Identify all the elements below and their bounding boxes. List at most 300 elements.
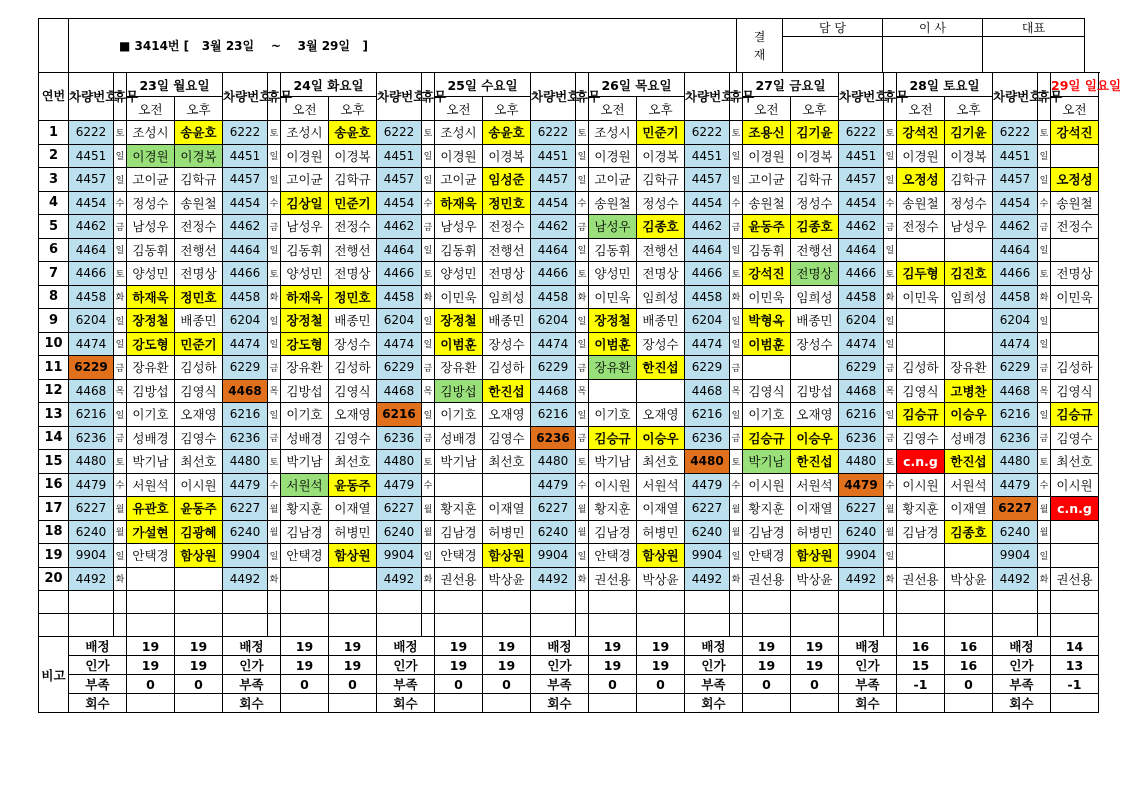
driver-am-cell[interactable]: 장정철: [127, 309, 175, 333]
driver-am-cell[interactable]: 장유환: [589, 356, 637, 380]
car-number-cell[interactable]: 6236: [69, 426, 114, 450]
driver-am-cell[interactable]: 최선호: [1051, 450, 1099, 474]
car-number-cell[interactable]: 4451: [839, 144, 884, 168]
driver-am-cell[interactable]: 박기남: [127, 450, 175, 474]
driver-pm-cell[interactable]: 전명상: [329, 262, 377, 286]
holiday-cell[interactable]: 일: [114, 309, 127, 333]
driver-am-cell[interactable]: 김남경: [435, 520, 483, 544]
driver-am-cell[interactable]: 박기남: [589, 450, 637, 474]
empty-cell[interactable]: [945, 591, 993, 614]
car-number-cell[interactable]: 4468: [223, 379, 268, 403]
driver-am-cell[interactable]: 장정철: [281, 309, 329, 333]
driver-pm-cell[interactable]: 오재영: [791, 403, 839, 427]
holiday-cell[interactable]: 일: [884, 544, 897, 568]
empty-cell[interactable]: [897, 614, 945, 637]
car-number-cell[interactable]: 4451: [685, 144, 730, 168]
driver-am-cell[interactable]: 황지훈: [281, 497, 329, 521]
holiday-cell[interactable]: 금: [422, 426, 435, 450]
driver-pm-cell[interactable]: 김기윤: [945, 121, 993, 145]
holiday-cell[interactable]: 금: [576, 356, 589, 380]
driver-pm-cell[interactable]: 서원석: [637, 473, 685, 497]
holiday-cell[interactable]: 월: [576, 520, 589, 544]
holiday-cell[interactable]: 일: [268, 144, 281, 168]
holiday-cell[interactable]: 일: [114, 332, 127, 356]
holiday-cell[interactable]: 수: [422, 473, 435, 497]
driver-am-cell[interactable]: 장유환: [435, 356, 483, 380]
holiday-cell[interactable]: 금: [884, 215, 897, 239]
holiday-cell[interactable]: 목: [576, 379, 589, 403]
driver-am-cell[interactable]: 박기남: [743, 450, 791, 474]
holiday-cell[interactable]: 일: [576, 544, 589, 568]
car-number-cell[interactable]: 4480: [223, 450, 268, 474]
driver-am-cell[interactable]: 전정수: [897, 215, 945, 239]
driver-pm-cell[interactable]: 전행선: [637, 238, 685, 262]
driver-pm-cell[interactable]: [175, 567, 223, 591]
driver-am-cell[interactable]: [743, 356, 791, 380]
driver-am-cell[interactable]: 김승규: [589, 426, 637, 450]
holiday-cell[interactable]: 토: [1038, 262, 1051, 286]
driver-am-cell[interactable]: 박기남: [281, 450, 329, 474]
car-number-cell[interactable]: 4464: [377, 238, 422, 262]
car-number-cell[interactable]: 4479: [839, 473, 884, 497]
holiday-cell[interactable]: 일: [884, 238, 897, 262]
driver-am-cell[interactable]: [897, 544, 945, 568]
driver-am-cell[interactable]: 이시원: [589, 473, 637, 497]
holiday-cell[interactable]: 일: [422, 403, 435, 427]
car-number-cell[interactable]: 4468: [69, 379, 114, 403]
driver-pm-cell[interactable]: 이경복: [483, 144, 531, 168]
driver-pm-cell[interactable]: 허병민: [637, 520, 685, 544]
driver-pm-cell[interactable]: 오재영: [329, 403, 377, 427]
car-number-cell[interactable]: 6216: [377, 403, 422, 427]
holiday-cell[interactable]: 일: [422, 144, 435, 168]
holiday-cell[interactable]: 일: [114, 144, 127, 168]
driver-pm-cell[interactable]: 김방섭: [791, 379, 839, 403]
driver-pm-cell[interactable]: 오재영: [175, 403, 223, 427]
holiday-cell[interactable]: 일: [576, 238, 589, 262]
holiday-cell[interactable]: 토: [1038, 121, 1051, 145]
holiday-cell[interactable]: 월: [422, 497, 435, 521]
car-number-cell[interactable]: 4466: [839, 262, 884, 286]
holiday-cell[interactable]: 일: [1038, 168, 1051, 192]
car-number-cell[interactable]: 4480: [839, 450, 884, 474]
car-number-cell[interactable]: 4492: [69, 567, 114, 591]
driver-pm-cell[interactable]: 정민호: [175, 285, 223, 309]
driver-pm-cell[interactable]: 장유환: [945, 356, 993, 380]
car-number-cell[interactable]: 6227: [839, 497, 884, 521]
holiday-cell[interactable]: 화: [730, 285, 743, 309]
empty-cell[interactable]: [127, 614, 175, 637]
driver-am-cell[interactable]: 이기호: [743, 403, 791, 427]
driver-pm-cell[interactable]: 한진섭: [791, 450, 839, 474]
holiday-cell[interactable]: 일: [1038, 544, 1051, 568]
empty-cell[interactable]: [637, 614, 685, 637]
driver-am-cell[interactable]: 서원석: [281, 473, 329, 497]
car-number-cell[interactable]: 4468: [531, 379, 576, 403]
driver-pm-cell[interactable]: 이승우: [945, 403, 993, 427]
holiday-cell[interactable]: 수: [576, 473, 589, 497]
car-number-cell[interactable]: 4492: [993, 567, 1038, 591]
driver-am-cell[interactable]: 전명상: [1051, 262, 1099, 286]
car-number-cell[interactable]: 4468: [685, 379, 730, 403]
holiday-cell[interactable]: 일: [1038, 332, 1051, 356]
holiday-cell[interactable]: 목: [1038, 379, 1051, 403]
driver-am-cell[interactable]: 이경원: [743, 144, 791, 168]
car-number-cell[interactable]: 6204: [377, 309, 422, 333]
driver-am-cell[interactable]: 가설현: [127, 520, 175, 544]
driver-am-cell[interactable]: 안택경: [589, 544, 637, 568]
car-number-cell[interactable]: 4462: [839, 215, 884, 239]
driver-pm-cell[interactable]: 김성하: [329, 356, 377, 380]
empty-cell[interactable]: [1038, 614, 1051, 637]
car-number-cell[interactable]: 6229: [69, 356, 114, 380]
driver-pm-cell[interactable]: 함상원: [637, 544, 685, 568]
holiday-cell[interactable]: 화: [114, 567, 127, 591]
driver-pm-cell[interactable]: 이경복: [329, 144, 377, 168]
empty-cell[interactable]: [223, 614, 268, 637]
driver-pm-cell[interactable]: 민준기: [637, 121, 685, 145]
driver-pm-cell[interactable]: 배종민: [483, 309, 531, 333]
driver-pm-cell[interactable]: 함상원: [175, 544, 223, 568]
driver-am-cell[interactable]: c.n.g: [1051, 497, 1099, 521]
driver-am-cell[interactable]: 고이균: [743, 168, 791, 192]
holiday-cell[interactable]: 토: [884, 262, 897, 286]
car-number-cell[interactable]: 4480: [377, 450, 422, 474]
driver-am-cell[interactable]: 이기호: [435, 403, 483, 427]
driver-pm-cell[interactable]: 임희성: [483, 285, 531, 309]
holiday-cell[interactable]: 일: [422, 238, 435, 262]
driver-am-cell[interactable]: 조용신: [743, 121, 791, 145]
driver-am-cell[interactable]: 남성우: [435, 215, 483, 239]
empty-cell[interactable]: [1051, 614, 1099, 637]
driver-pm-cell[interactable]: 김학규: [791, 168, 839, 192]
holiday-cell[interactable]: 토: [730, 262, 743, 286]
holiday-cell[interactable]: 일: [422, 168, 435, 192]
empty-cell[interactable]: [268, 614, 281, 637]
car-number-cell[interactable]: 4458: [685, 285, 730, 309]
driver-pm-cell[interactable]: 김기윤: [791, 121, 839, 145]
driver-pm-cell[interactable]: 남성우: [945, 215, 993, 239]
driver-am-cell[interactable]: 남성우: [281, 215, 329, 239]
driver-am-cell[interactable]: 김영수: [897, 426, 945, 450]
empty-cell[interactable]: [685, 591, 730, 614]
holiday-cell[interactable]: 토: [884, 121, 897, 145]
car-number-cell[interactable]: 4454: [685, 191, 730, 215]
car-number-cell[interactable]: 6204: [685, 309, 730, 333]
driver-pm-cell[interactable]: 배종민: [175, 309, 223, 333]
car-number-cell[interactable]: 4479: [685, 473, 730, 497]
holiday-cell[interactable]: 목: [422, 379, 435, 403]
driver-am-cell[interactable]: 권선용: [589, 567, 637, 591]
driver-pm-cell[interactable]: 전행선: [791, 238, 839, 262]
holiday-cell[interactable]: 일: [1038, 403, 1051, 427]
driver-am-cell[interactable]: 이기호: [589, 403, 637, 427]
car-number-cell[interactable]: 4474: [223, 332, 268, 356]
empty-cell[interactable]: [1038, 591, 1051, 614]
driver-pm-cell[interactable]: [945, 544, 993, 568]
empty-cell[interactable]: [377, 591, 422, 614]
driver-pm-cell[interactable]: 전정수: [175, 215, 223, 239]
holiday-cell[interactable]: 화: [268, 567, 281, 591]
driver-am-cell[interactable]: 장유환: [127, 356, 175, 380]
holiday-cell[interactable]: 금: [268, 356, 281, 380]
driver-am-cell[interactable]: [127, 567, 175, 591]
car-number-cell[interactable]: 4468: [993, 379, 1038, 403]
holiday-cell[interactable]: 일: [730, 309, 743, 333]
driver-pm-cell[interactable]: 송윤호: [483, 121, 531, 145]
driver-am-cell[interactable]: 강석진: [1051, 121, 1099, 145]
driver-pm-cell[interactable]: 윤동주: [175, 497, 223, 521]
car-number-cell[interactable]: 6222: [69, 121, 114, 145]
empty-cell[interactable]: [791, 591, 839, 614]
holiday-cell[interactable]: 토: [730, 121, 743, 145]
car-number-cell[interactable]: 9904: [531, 544, 576, 568]
empty-cell[interactable]: [685, 614, 730, 637]
empty-cell[interactable]: [483, 614, 531, 637]
driver-pm-cell[interactable]: 김학규: [329, 168, 377, 192]
holiday-cell[interactable]: 토: [576, 450, 589, 474]
car-number-cell[interactable]: 4458: [993, 285, 1038, 309]
holiday-cell[interactable]: 일: [1038, 144, 1051, 168]
car-number-cell[interactable]: 4466: [993, 262, 1038, 286]
holiday-cell[interactable]: 금: [730, 215, 743, 239]
driver-am-cell[interactable]: 송원철: [589, 191, 637, 215]
driver-pm-cell[interactable]: 이재열: [945, 497, 993, 521]
holiday-cell[interactable]: 토: [114, 121, 127, 145]
car-number-cell[interactable]: 6216: [685, 403, 730, 427]
holiday-cell[interactable]: 화: [576, 285, 589, 309]
holiday-cell[interactable]: 일: [268, 238, 281, 262]
driver-pm-cell[interactable]: 정성수: [791, 191, 839, 215]
car-number-cell[interactable]: 6236: [531, 426, 576, 450]
driver-am-cell[interactable]: 권선용: [1051, 567, 1099, 591]
holiday-cell[interactable]: 수: [730, 191, 743, 215]
empty-cell[interactable]: [422, 614, 435, 637]
holiday-cell[interactable]: 금: [1038, 426, 1051, 450]
driver-pm-cell[interactable]: 이재열: [791, 497, 839, 521]
driver-am-cell[interactable]: 조성시: [589, 121, 637, 145]
driver-pm-cell[interactable]: 장성수: [329, 332, 377, 356]
driver-pm-cell[interactable]: 정민호: [483, 191, 531, 215]
driver-pm-cell[interactable]: 한진섭: [483, 379, 531, 403]
car-number-cell[interactable]: 6204: [69, 309, 114, 333]
car-number-cell[interactable]: 6227: [223, 497, 268, 521]
driver-am-cell[interactable]: 이시원: [897, 473, 945, 497]
holiday-cell[interactable]: 금: [114, 356, 127, 380]
car-number-cell[interactable]: 4474: [685, 332, 730, 356]
driver-am-cell[interactable]: 이범훈: [589, 332, 637, 356]
driver-pm-cell[interactable]: 최선호: [637, 450, 685, 474]
driver-am-cell[interactable]: [1051, 238, 1099, 262]
driver-pm-cell[interactable]: [637, 379, 685, 403]
driver-pm-cell[interactable]: 임희성: [637, 285, 685, 309]
car-number-cell[interactable]: 4457: [223, 168, 268, 192]
empty-cell[interactable]: [435, 591, 483, 614]
driver-am-cell[interactable]: 성배경: [127, 426, 175, 450]
driver-am-cell[interactable]: [589, 379, 637, 403]
driver-am-cell[interactable]: 김동휘: [127, 238, 175, 262]
holiday-cell[interactable]: 일: [730, 238, 743, 262]
driver-am-cell[interactable]: [1051, 520, 1099, 544]
driver-pm-cell[interactable]: 박상윤: [483, 567, 531, 591]
driver-am-cell[interactable]: [435, 473, 483, 497]
driver-am-cell[interactable]: 양성민: [127, 262, 175, 286]
driver-am-cell[interactable]: [1051, 309, 1099, 333]
empty-cell[interactable]: [377, 614, 422, 637]
holiday-cell[interactable]: 월: [1038, 520, 1051, 544]
driver-am-cell[interactable]: 김영식: [743, 379, 791, 403]
car-number-cell[interactable]: 4458: [69, 285, 114, 309]
holiday-cell[interactable]: 토: [884, 450, 897, 474]
car-number-cell[interactable]: 4464: [223, 238, 268, 262]
holiday-cell[interactable]: 월: [730, 520, 743, 544]
car-number-cell[interactable]: 6227: [69, 497, 114, 521]
empty-cell[interactable]: [69, 614, 114, 637]
holiday-cell[interactable]: 일: [884, 403, 897, 427]
holiday-cell[interactable]: 금: [268, 215, 281, 239]
driver-pm-cell[interactable]: 장성수: [637, 332, 685, 356]
holiday-cell[interactable]: 수: [422, 191, 435, 215]
holiday-cell[interactable]: 일: [884, 332, 897, 356]
car-number-cell[interactable]: 6227: [377, 497, 422, 521]
driver-pm-cell[interactable]: 송윤호: [329, 121, 377, 145]
holiday-cell[interactable]: 일: [114, 238, 127, 262]
driver-pm-cell[interactable]: [945, 238, 993, 262]
empty-cell[interactable]: [69, 591, 114, 614]
car-number-cell[interactable]: 4462: [69, 215, 114, 239]
driver-am-cell[interactable]: 하재욱: [435, 191, 483, 215]
empty-cell[interactable]: [791, 614, 839, 637]
driver-am-cell[interactable]: 장정철: [589, 309, 637, 333]
driver-pm-cell[interactable]: 허병민: [791, 520, 839, 544]
driver-am-cell[interactable]: 김동휘: [743, 238, 791, 262]
driver-am-cell[interactable]: [897, 309, 945, 333]
driver-am-cell[interactable]: 황지훈: [743, 497, 791, 521]
driver-am-cell[interactable]: 황지훈: [435, 497, 483, 521]
holiday-cell[interactable]: 금: [730, 356, 743, 380]
driver-am-cell[interactable]: [897, 332, 945, 356]
car-number-cell[interactable]: 6236: [993, 426, 1038, 450]
driver-am-cell[interactable]: 이경원: [435, 144, 483, 168]
driver-am-cell[interactable]: 김승규: [1051, 403, 1099, 427]
holiday-cell[interactable]: 토: [1038, 450, 1051, 474]
car-number-cell[interactable]: 4462: [531, 215, 576, 239]
driver-am-cell[interactable]: 안택경: [281, 544, 329, 568]
holiday-cell[interactable]: 수: [1038, 473, 1051, 497]
driver-am-cell[interactable]: 김방섭: [435, 379, 483, 403]
holiday-cell[interactable]: 수: [730, 473, 743, 497]
holiday-cell[interactable]: 토: [576, 121, 589, 145]
driver-pm-cell[interactable]: 김학규: [175, 168, 223, 192]
driver-pm-cell[interactable]: 이경복: [637, 144, 685, 168]
car-number-cell[interactable]: 6204: [531, 309, 576, 333]
empty-cell[interactable]: [435, 614, 483, 637]
empty-cell[interactable]: [743, 614, 791, 637]
car-number-cell[interactable]: 4464: [839, 238, 884, 262]
driver-am-cell[interactable]: 고이균: [127, 168, 175, 192]
driver-am-cell[interactable]: 김남경: [897, 520, 945, 544]
driver-pm-cell[interactable]: 민준기: [329, 191, 377, 215]
car-number-cell[interactable]: 6222: [531, 121, 576, 145]
driver-am-cell[interactable]: 강석진: [897, 121, 945, 145]
holiday-cell[interactable]: 월: [114, 520, 127, 544]
holiday-cell[interactable]: 일: [422, 332, 435, 356]
driver-pm-cell[interactable]: 최선호: [483, 450, 531, 474]
car-number-cell[interactable]: 4479: [69, 473, 114, 497]
car-number-cell[interactable]: 6240: [993, 520, 1038, 544]
holiday-cell[interactable]: 금: [576, 426, 589, 450]
driver-pm-cell[interactable]: 한진섭: [637, 356, 685, 380]
holiday-cell[interactable]: 월: [1038, 497, 1051, 521]
holiday-cell[interactable]: 토: [268, 262, 281, 286]
car-number-cell[interactable]: 4492: [531, 567, 576, 591]
driver-am-cell[interactable]: 전정수: [1051, 215, 1099, 239]
driver-pm-cell[interactable]: 민준기: [175, 332, 223, 356]
car-number-cell[interactable]: 4457: [685, 168, 730, 192]
driver-am-cell[interactable]: 하재욱: [127, 285, 175, 309]
car-number-cell[interactable]: 6240: [69, 520, 114, 544]
driver-pm-cell[interactable]: 오재영: [637, 403, 685, 427]
driver-pm-cell[interactable]: 김종호: [945, 520, 993, 544]
car-number-cell[interactable]: 4468: [377, 379, 422, 403]
car-number-cell[interactable]: 6240: [223, 520, 268, 544]
car-number-cell[interactable]: 4464: [993, 238, 1038, 262]
driver-am-cell[interactable]: [1051, 144, 1099, 168]
car-number-cell[interactable]: 4462: [993, 215, 1038, 239]
driver-pm-cell[interactable]: 허병민: [483, 520, 531, 544]
driver-pm-cell[interactable]: 이승우: [637, 426, 685, 450]
driver-pm-cell[interactable]: [945, 309, 993, 333]
holiday-cell[interactable]: 토: [114, 262, 127, 286]
holiday-cell[interactable]: 일: [114, 168, 127, 192]
driver-pm-cell[interactable]: 최선호: [175, 450, 223, 474]
holiday-cell[interactable]: 금: [730, 426, 743, 450]
car-number-cell[interactable]: 6229: [685, 356, 730, 380]
car-number-cell[interactable]: 6204: [993, 309, 1038, 333]
holiday-cell[interactable]: 월: [884, 520, 897, 544]
car-number-cell[interactable]: 6236: [223, 426, 268, 450]
driver-am-cell[interactable]: 이민욱: [743, 285, 791, 309]
car-number-cell[interactable]: 6229: [223, 356, 268, 380]
driver-pm-cell[interactable]: 이경복: [175, 144, 223, 168]
car-number-cell[interactable]: 9904: [839, 544, 884, 568]
holiday-cell[interactable]: 일: [730, 544, 743, 568]
driver-am-cell[interactable]: 이경원: [127, 144, 175, 168]
empty-cell[interactable]: [589, 614, 637, 637]
car-number-cell[interactable]: 6216: [69, 403, 114, 427]
empty-cell[interactable]: [730, 614, 743, 637]
holiday-cell[interactable]: 금: [1038, 215, 1051, 239]
holiday-cell[interactable]: 일: [268, 332, 281, 356]
car-number-cell[interactable]: 4468: [839, 379, 884, 403]
driver-am-cell[interactable]: 정성수: [127, 191, 175, 215]
driver-am-cell[interactable]: 오정성: [1051, 168, 1099, 192]
empty-cell[interactable]: [422, 591, 435, 614]
car-number-cell[interactable]: 4464: [685, 238, 730, 262]
driver-pm-cell[interactable]: 전명상: [175, 262, 223, 286]
car-number-cell[interactable]: 4458: [377, 285, 422, 309]
car-number-cell[interactable]: 4464: [531, 238, 576, 262]
driver-am-cell[interactable]: 오정성: [897, 168, 945, 192]
driver-pm-cell[interactable]: 고병찬: [945, 379, 993, 403]
driver-pm-cell[interactable]: 전행선: [329, 238, 377, 262]
car-number-cell[interactable]: 6229: [993, 356, 1038, 380]
holiday-cell[interactable]: 목: [114, 379, 127, 403]
driver-pm-cell[interactable]: [483, 473, 531, 497]
holiday-cell[interactable]: 일: [884, 309, 897, 333]
driver-pm-cell[interactable]: 서원석: [945, 473, 993, 497]
driver-pm-cell[interactable]: 정성수: [945, 191, 993, 215]
